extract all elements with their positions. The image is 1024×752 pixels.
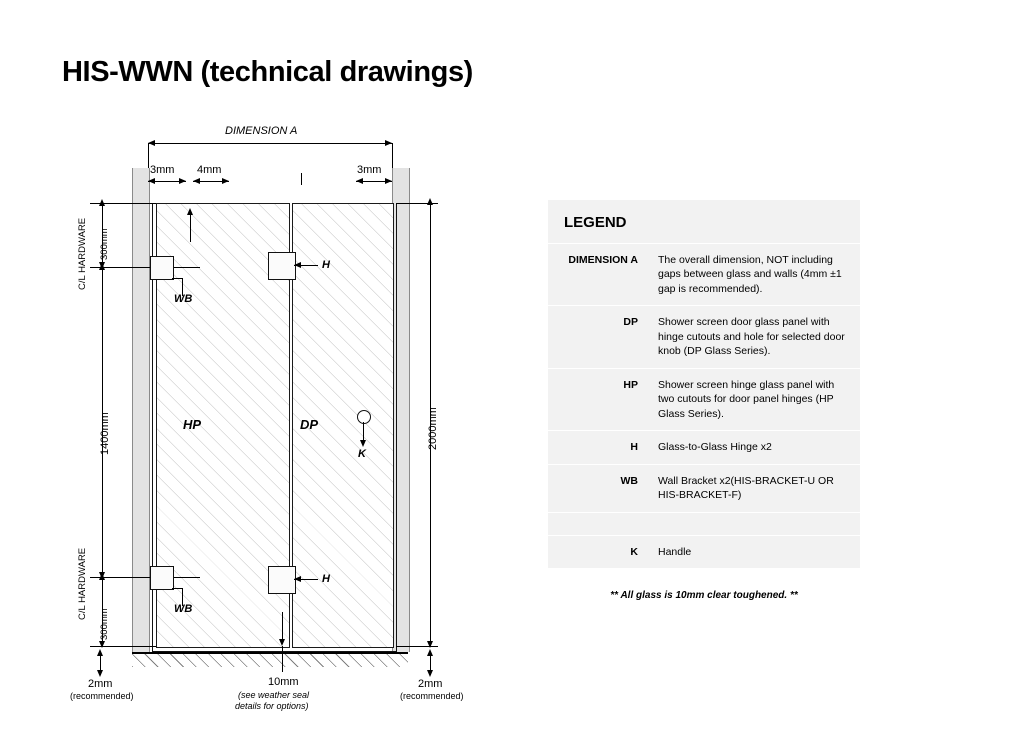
- wall-bracket-top: [150, 256, 174, 280]
- panel-bottom-arrow-line: [282, 612, 283, 642]
- wall-bracket-bottom-leader2: [172, 588, 182, 589]
- legend-desc: Wall Bracket x2(HIS-BRACKET-U OR HIS-BRACKET-F): [658, 474, 834, 502]
- panel-joint-tick: [301, 173, 302, 185]
- bottom-offset-tick-top: [90, 577, 200, 578]
- legend-key: DIMENSION A: [568, 254, 638, 266]
- hinge-top: [268, 252, 296, 280]
- floor-right-value: 2mm: [418, 678, 443, 690]
- gap-right-arrow-right-icon: [385, 178, 392, 184]
- legend-row: [548, 430, 860, 463]
- legend-key: K: [630, 545, 638, 558]
- legend-key: [548, 513, 648, 535]
- floor-left-arrow-up-icon: [97, 649, 103, 656]
- legend-key: DP: [623, 316, 638, 329]
- floor-left-note: (recommended): [70, 691, 134, 701]
- gap-glass-arrow-right-icon: [222, 178, 229, 184]
- panel-top-arrow-icon: [187, 208, 193, 215]
- panel-bottom-arrow-icon: [279, 639, 285, 646]
- floor-center-line: [282, 646, 283, 672]
- dimension-a-arrow-right-icon: [385, 140, 392, 146]
- legend-row: [548, 535, 860, 568]
- panel-top-arrow-line: [190, 212, 191, 242]
- floor-center-note-2: details for options): [235, 701, 309, 711]
- hinge-bottom: [268, 566, 296, 594]
- floor-left-value: 2mm: [88, 678, 113, 690]
- legend-desc: Glass-to-Glass Hinge x2: [658, 441, 772, 454]
- legend-desc: Handle: [658, 545, 692, 558]
- floor-center-note-1: (see weather seal: [238, 690, 310, 700]
- floor-right-arrow-up-icon: [427, 649, 433, 656]
- bottom-offset-label: 300mm: [99, 608, 110, 640]
- legend-panel: [548, 200, 860, 568]
- wall-bracket-bottom-label: WB: [174, 603, 193, 615]
- gap-right-arrow-left-icon: [356, 178, 363, 184]
- gap-left-label: 3mm: [150, 164, 175, 176]
- hinge-bottom-arrow-icon: [294, 576, 301, 582]
- hinge-top-arrow-icon: [294, 262, 301, 268]
- wall-left: [132, 168, 150, 652]
- cl-hardware-top-label: C/L HARDWARE: [77, 217, 88, 290]
- legend-key: WB: [620, 474, 638, 487]
- knob-arrow-icon: [360, 440, 366, 447]
- dimension-a-line: [148, 143, 392, 144]
- floor-right-arrow-down-icon: [427, 670, 433, 677]
- overall-height-tick-top: [396, 203, 438, 204]
- legend-desc: Shower screen door glass panel with hinge cutouts and hole for selected door knob (DP Glass Series).: [658, 316, 845, 358]
- hinge-top-label: H: [322, 259, 330, 271]
- legend-key: H: [630, 441, 638, 454]
- panel-dp-label: DP: [300, 417, 319, 432]
- floor-center-value: 10mm: [268, 676, 299, 688]
- top-offset-tick-top: [90, 203, 156, 204]
- wall-right: [392, 168, 410, 652]
- bottom-offset-tick-bottom: [90, 646, 156, 647]
- gap-left-arrow-left-icon: [148, 178, 155, 184]
- gap-glass-arrow-left-icon: [193, 178, 200, 184]
- legend-row-spacer: [548, 512, 860, 535]
- overall-height-label: 2000mm: [427, 407, 439, 450]
- legend-desc: The overall dimension, NOT including gaps between glass and walls (4mm ±1 gap is recommended).: [658, 254, 842, 295]
- knob-label: K: [358, 448, 366, 460]
- floor-right-note: (recommended): [400, 691, 464, 701]
- legend-row: [548, 243, 860, 305]
- middle-span-label: 1400mm: [99, 412, 111, 455]
- frame-outline-right: [396, 203, 397, 652]
- gap-glass-label: 4mm: [197, 164, 222, 176]
- legend-note: ** All glass is 10mm clear toughened. **: [610, 590, 798, 601]
- door-knob-icon: [357, 410, 371, 424]
- wall-bracket-bottom: [150, 566, 174, 590]
- gap-left-arrow-right-icon: [179, 178, 186, 184]
- cl-hardware-bottom-label: C/L HARDWARE: [77, 547, 88, 620]
- legend-key: HP: [623, 378, 638, 391]
- top-offset-label: 300mm: [99, 228, 110, 260]
- legend-row: [548, 464, 860, 512]
- dimension-a-label: DIMENSION A: [225, 125, 298, 137]
- legend-row: [548, 368, 860, 430]
- top-offset-tick-bottom: [90, 267, 200, 268]
- gap-right-label: 3mm: [357, 164, 382, 176]
- dimension-a-arrow-left-icon: [148, 140, 155, 146]
- legend-row: [548, 305, 860, 367]
- page-title: HIS-WWN (technical drawings): [62, 56, 473, 88]
- legend-title: LEGEND: [564, 214, 627, 231]
- legend-desc: [648, 513, 860, 535]
- floor-left-arrow-down-icon: [97, 670, 103, 677]
- hinge-bottom-label: H: [322, 573, 330, 585]
- middle-span-arrow-up-icon: [99, 263, 105, 270]
- legend-desc: Shower screen hinge glass panel with two cutouts for door panel hinges (HP Glass Series).: [658, 378, 835, 420]
- wall-bracket-top-label: WB: [174, 293, 193, 305]
- panel-hp-label: HP: [183, 417, 202, 432]
- wall-bracket-top-leader2: [172, 278, 182, 279]
- overall-height-tick-bottom: [396, 646, 438, 647]
- technical-drawing: [60, 120, 520, 720]
- floor-hatch: [132, 653, 408, 667]
